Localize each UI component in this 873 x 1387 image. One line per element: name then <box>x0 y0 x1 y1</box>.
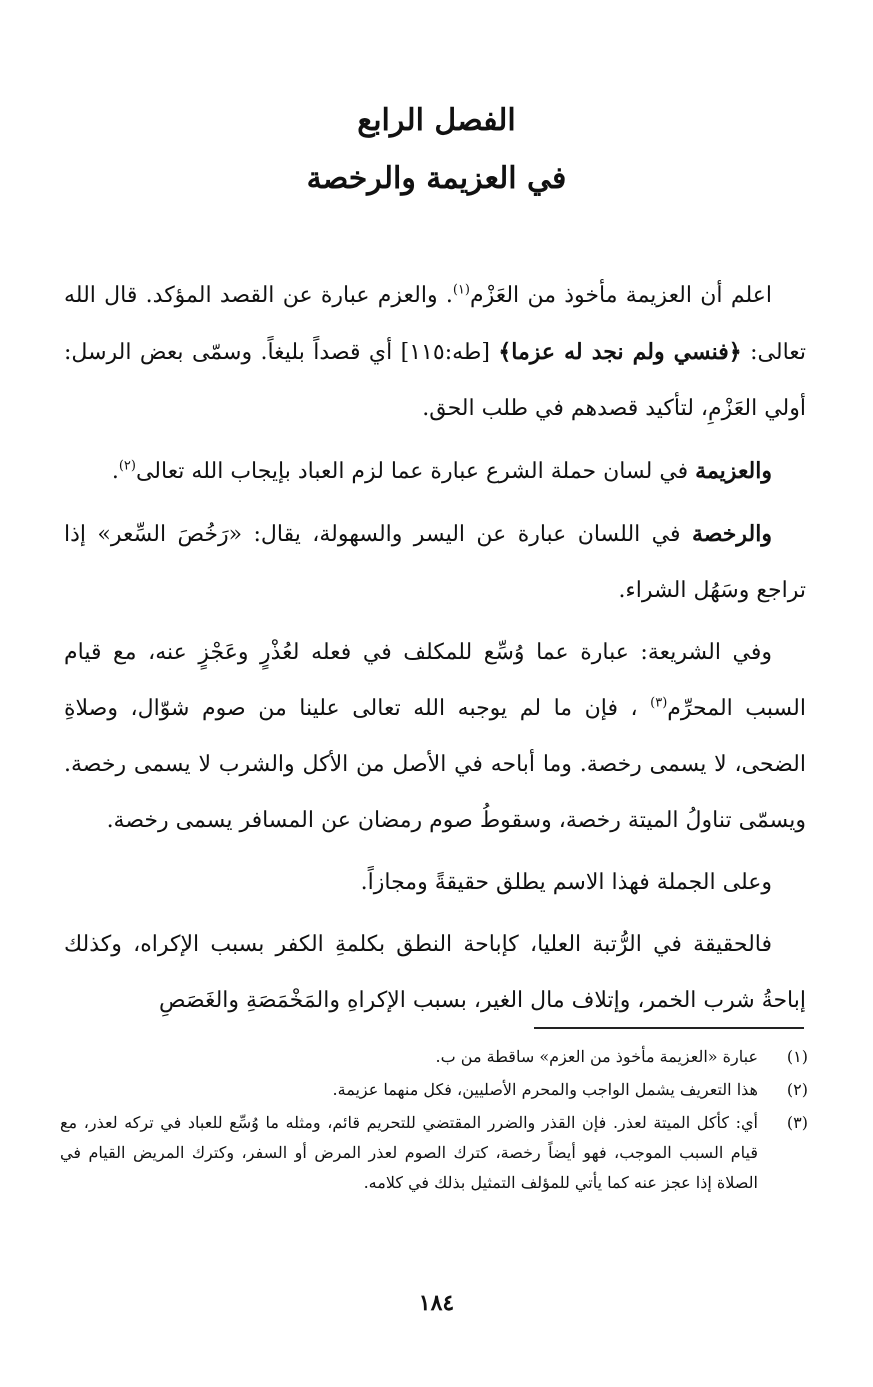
term-rukhsa: والرخصة <box>691 521 772 547</box>
footnote-text: هذا التعريف يشمل الواجب والمحرم الأصليين، فكل منهما عزيمة. <box>332 1080 758 1099</box>
footnote-ref-1[interactable]: (١) <box>452 282 470 298</box>
paragraph-rukhsa-sharia: وفي الشريعة: عبارة عما وُسِّع للمكلف في فعله لعُذْرٍ وعَجْزٍ عنه، مع قيام السبب المحرِّم$^{(٣)}$ ، فإن ما لم يوجبه الله تعالى علينا من صوم شوّال، وصلاةِ الضحى، لا يسمى رخصة. وما أباحه في الأصل من الأكل والشرب لا يسمى رخصة. ويسمّى تناولُ الميتة رخصة، وسقوطُ صوم رمضان عن المسافر يسمى رخصة. <box>64 640 806 833</box>
chapter-subject: في العزيمة والرخصة <box>306 161 567 196</box>
footnote-text: عبارة «العزيمة مأخوذ من العزم» ساقطة من ب. <box>435 1047 758 1066</box>
footnote-number: (١) <box>786 1047 808 1066</box>
footnote-ref-3[interactable]: (٣) <box>650 695 668 711</box>
main-text <box>64 268 806 1035</box>
paragraph-summary: وعلى الجملة فهذا الاسم يطلق حقيقةً ومجازاً. <box>360 870 772 895</box>
term-azima: والعزيمة <box>695 458 772 484</box>
footnote-text: أي: كأكل الميتة لعذر. فإن القذر والضرر المقتضي للتحريم قائم، ومثله ما وُسِّع للعباد في تركه لعذر، مع قيام السبب الموجب، فهو أيضاً رخصة، كترك الصوم لعذر المرض أو السفر، وكترك المريض القيام في الصلاة إذا عجز عنه كما يأتي للمؤلف التمثيل بذلك في كلامه. <box>60 1113 758 1192</box>
footnote-ref-2[interactable]: (٢) <box>118 458 136 474</box>
paragraph-azima-sharia: والعزيمة في لسان حملة الشرع عبارة عما لزم العباد بإيجاب الله تعالى$^{(٢)}$. <box>111 458 772 484</box>
page-number: ١٨٤ <box>418 1290 455 1316</box>
chapter-title: الفصل الرابع <box>357 103 516 138</box>
paragraph-azima-definition: اعلم أن العزيمة مأخوذ من العَزْم$^{(١)}$. والعزم عبارة عن القصد المؤكد. قال الله تعالى: ﴿فنسي ولم نجد له عزما﴾ [طه:١١٥] أي قصداً بليغاً. وسمّى بعض الرسل: أولي العَزْمِ، لتأكيد قصدهم في طلب الحق. <box>64 282 807 421</box>
footnote-item <box>60 1075 808 1105</box>
paragraph-haqiqa: فالحقيقة في الرُّتبة العليا، كإباحة النطق بكلمةِ الكفر بسبب الإكراه، وكذلك إباحةُ شرب الخمر، وإتلاف مال الغير، بسبب الإكراهِ والمَخْمَصَةِ والغَصَصِ <box>64 932 806 1013</box>
footnotes <box>60 1042 808 1201</box>
paragraph-rukhsa-language: والرخصة في اللسان عبارة عن اليسر والسهولة، يقال: «رَخُصَ السِّعر» إذا تراجع وسَهُل الشراء. <box>64 521 806 603</box>
footnote-divider <box>534 1027 804 1029</box>
footnote-item <box>60 1108 808 1198</box>
footnote-number: (٣) <box>786 1113 808 1132</box>
footnote-number: (٢) <box>786 1080 808 1099</box>
footnote-item <box>60 1042 808 1072</box>
chapter-heading <box>0 92 873 208</box>
quran-verse: ﴿فنسي ولم نجد له عزما﴾ <box>498 339 742 365</box>
